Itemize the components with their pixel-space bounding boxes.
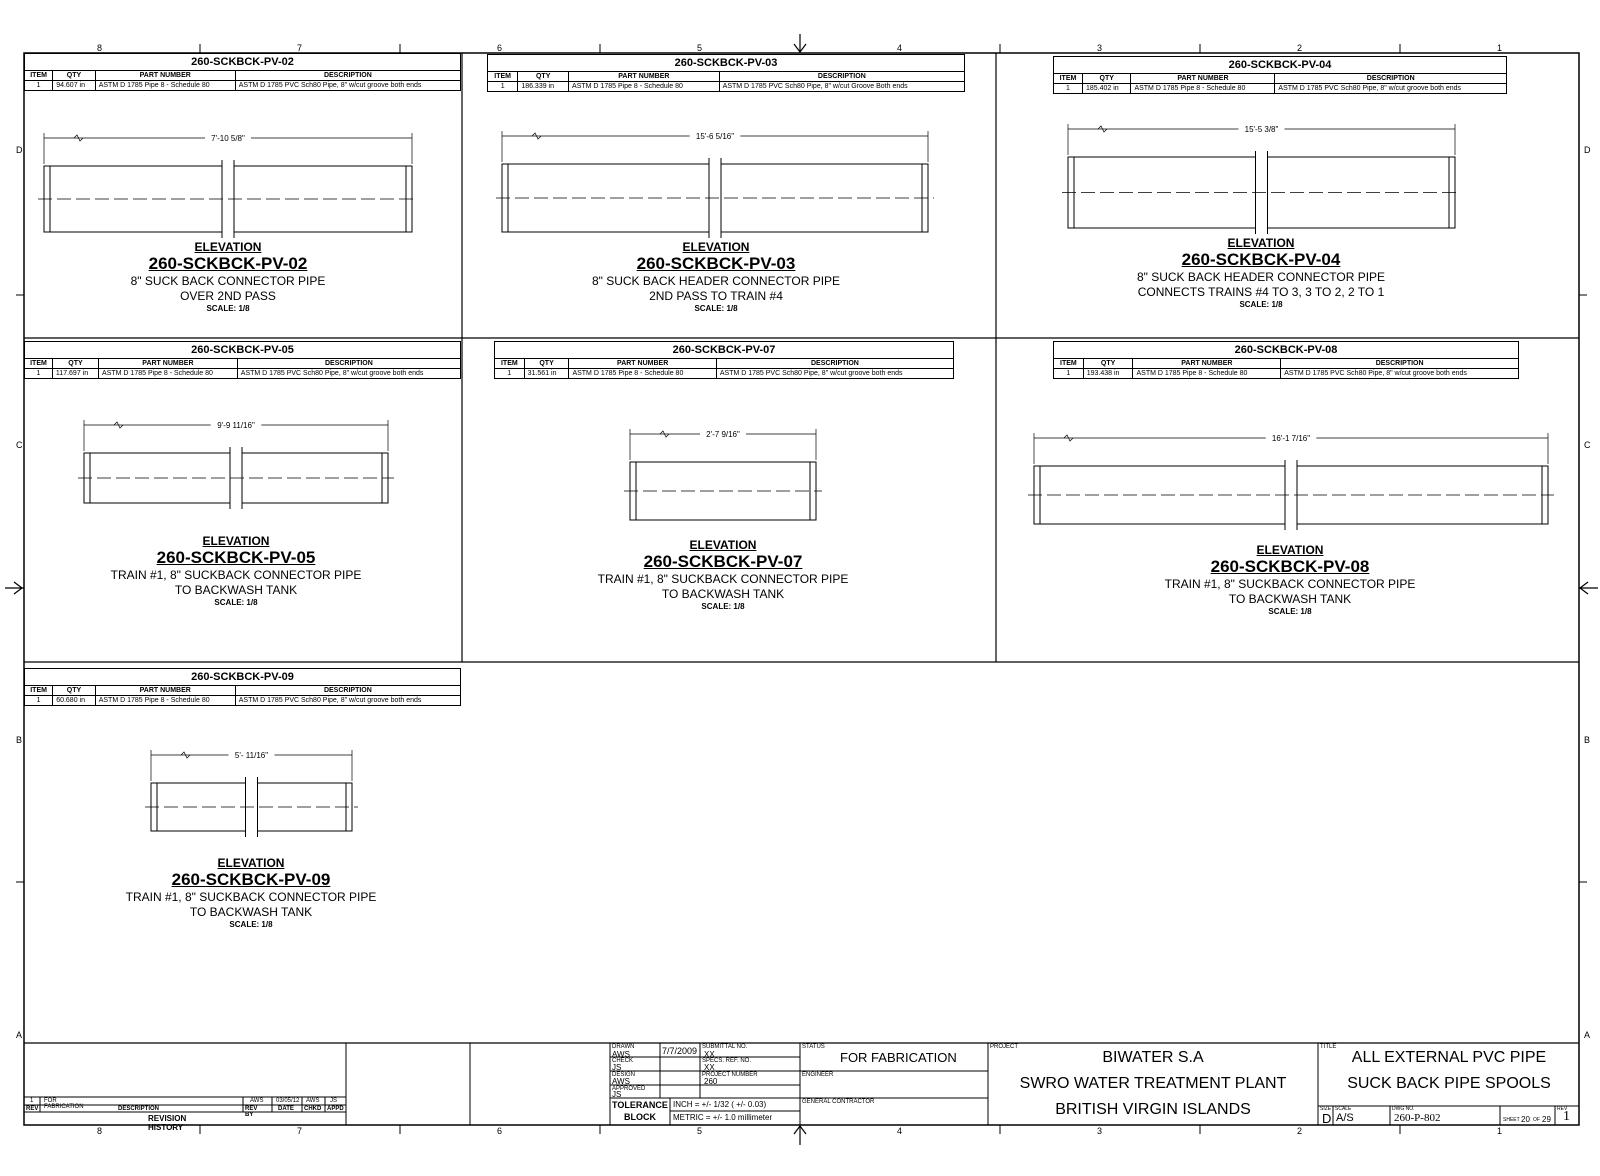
zone-number: 5 xyxy=(697,43,703,53)
specs-value: XX xyxy=(704,1063,715,1072)
pipe-elevation xyxy=(38,133,418,238)
spool-scale: SCALE: 1/8 xyxy=(214,598,258,607)
view-caption xyxy=(131,240,326,313)
spool-scale: SCALE: 1/8 xyxy=(694,304,738,313)
sheet-total: 29 xyxy=(1542,1115,1551,1124)
of-label: OF xyxy=(1533,1117,1540,1123)
bom-header-qty: QTY xyxy=(1083,359,1133,369)
zone-number: 1 xyxy=(1497,1126,1503,1136)
bom-qty: 185.402 in xyxy=(1082,84,1130,94)
check-label: CHECK xyxy=(612,1058,634,1064)
revision-history-title: REVISION HISTORY xyxy=(148,1114,187,1132)
bom-table xyxy=(494,341,954,379)
zone-number: 2 xyxy=(1297,43,1303,53)
view-caption xyxy=(592,240,840,313)
block-label: BLOCK xyxy=(624,1112,656,1122)
bom-description: ASTM D 1785 PVC Sch80 Pipe, 8" w/cut groove both ends xyxy=(1281,369,1519,379)
spool-description-line2: CONNECTS TRAINS #4 TO 3, 3 TO 2, 2 TO 1 xyxy=(1137,285,1385,299)
bom-header-desc: DESCRIPTION xyxy=(719,72,964,82)
bom-item: 1 xyxy=(495,369,525,379)
view-caption xyxy=(598,538,849,611)
bom-header-item: ITEM xyxy=(25,359,53,369)
dimension-text: 7'-10 5/8" xyxy=(211,134,245,143)
sheet-label: SHEET xyxy=(1503,1117,1520,1123)
elevation-label: ELEVATION xyxy=(202,534,270,548)
zone-letter: A xyxy=(16,1030,23,1040)
dimension-text: 15'-5 3/8" xyxy=(1244,125,1279,134)
bom-table xyxy=(1053,56,1507,94)
bom-header-item: ITEM xyxy=(1054,74,1083,84)
bom-qty: 193.438 in xyxy=(1083,369,1133,379)
rev-by: AWS xyxy=(250,1098,264,1104)
bom-description: ASTM D 1785 PVC Sch80 Pipe, 8" w/cut groove both ends xyxy=(1275,84,1507,94)
elevation-label: ELEVATION xyxy=(1256,543,1324,557)
drawing-title-line2: SUCK BACK PIPE SPOOLS xyxy=(1347,1075,1551,1092)
approved-value: JS xyxy=(612,1090,622,1099)
zone-number: 8 xyxy=(97,1126,103,1136)
design-label: DESIGN xyxy=(612,1072,636,1078)
zone-letter: D xyxy=(1584,145,1591,155)
zone-number: 8 xyxy=(97,43,103,53)
zone-letter: C xyxy=(16,440,23,450)
rev-header-appd: APPD xyxy=(327,1106,344,1112)
check-value: JS xyxy=(612,1063,622,1072)
spool-description-line1: 8" SUCK BACK HEADER CONNECTOR PIPE xyxy=(591,274,841,288)
project-number-value: 260 xyxy=(704,1077,718,1086)
spool-description-line2: TO BACKWASH TANK xyxy=(1228,592,1352,606)
bom-header-qty: QTY xyxy=(53,71,96,81)
bom-header-part: PART NUMBER xyxy=(95,71,235,81)
bom-table xyxy=(24,53,461,91)
dimension-text: 2'-7 9/16" xyxy=(706,430,740,439)
spool-description-line1: TRAIN #1, 8" SUCKBACK CONNECTOR PIPE xyxy=(110,568,362,582)
spool-description-line2: 2ND PASS TO TRAIN #4 xyxy=(649,289,783,303)
bom-part-number: ASTM D 1785 Pipe 8 - Schedule 80 xyxy=(1133,369,1281,379)
rev-value: 1 xyxy=(1563,1109,1570,1124)
view-caption xyxy=(126,856,377,929)
zone-letter: C xyxy=(1584,440,1591,450)
rev-appd: JS xyxy=(330,1098,338,1104)
spool-id: 260-SCKBCK-PV-02 xyxy=(148,254,308,273)
scale-value: A/S xyxy=(1336,1112,1354,1124)
bom-header-qty: QTY xyxy=(52,359,98,369)
rev-header-desc: DESCRIPTION xyxy=(118,1106,160,1112)
bom-part-number: ASTM D 1785 Pipe 8 - Schedule 80 xyxy=(569,82,720,92)
bom-qty: 186.339 in xyxy=(518,82,569,92)
bom-header-item: ITEM xyxy=(25,71,53,81)
bom-header-desc: DESCRIPTION xyxy=(235,686,460,696)
bom-header-desc: DESCRIPTION xyxy=(1275,74,1507,84)
zone-number: 7 xyxy=(297,43,303,53)
dimension-text: 15'-6 5/16" xyxy=(695,132,735,141)
zone-number: 7 xyxy=(297,1126,303,1136)
bom-title: 260-SCKBCK-PV-08 xyxy=(1054,342,1519,359)
bom-header-part: PART NUMBER xyxy=(95,686,235,696)
spool-description-line1: TRAIN #1, 8" SUCKBACK CONNECTOR PIPE xyxy=(597,572,849,586)
engineer-label: ENGINEER xyxy=(802,1072,834,1078)
spool-scale: SCALE: 1/8 xyxy=(1239,300,1283,309)
spool-description-line2: TO BACKWASH TANK xyxy=(661,587,785,601)
bom-part-number: ASTM D 1785 Pipe 8 - Schedule 80 xyxy=(95,81,235,91)
zone-number: 1 xyxy=(1497,43,1503,53)
pipe-elevation xyxy=(624,429,822,520)
rev-header-rev: REV xyxy=(26,1106,39,1112)
spool-id: 260-SCKBCK-PV-07 xyxy=(643,552,803,571)
zone-number: 2 xyxy=(1297,1126,1303,1136)
bom-title: 260-SCKBCK-PV-03 xyxy=(488,55,965,72)
elevation-label: ELEVATION xyxy=(689,538,757,552)
spool-scale: SCALE: 1/8 xyxy=(701,602,745,611)
bom-header-part: PART NUMBER xyxy=(569,72,720,82)
elevation-label: ELEVATION xyxy=(217,856,285,870)
zone-number: 3 xyxy=(1097,1126,1103,1136)
bom-item: 1 xyxy=(1054,84,1083,94)
status-label: STATUS xyxy=(802,1044,825,1050)
zone-number: 4 xyxy=(897,43,903,53)
bom-header-item: ITEM xyxy=(1054,359,1084,369)
bom-part-number: ASTM D 1785 Pipe 8 - Schedule 80 xyxy=(569,369,716,379)
bom-title: 260-SCKBCK-PV-07 xyxy=(495,342,954,359)
rev-chkd: AWS xyxy=(306,1098,320,1104)
zone-number: 5 xyxy=(697,1126,703,1136)
submittal-value: XX xyxy=(704,1050,715,1059)
bom-header-part: PART NUMBER xyxy=(1133,359,1281,369)
spool-id: 260-SCKBCK-PV-03 xyxy=(636,254,796,273)
bom-qty: 117.697 in xyxy=(52,369,98,379)
client-name: BIWATER S.A xyxy=(1102,1049,1204,1066)
spool-description-line2: TO BACKWASH TANK xyxy=(174,583,298,597)
center-mark-top-icon xyxy=(794,34,806,53)
general-contractor-label: GENERAL CONTRACTOR xyxy=(802,1099,875,1105)
drawing-title-line1: ALL EXTERNAL PVC PIPE xyxy=(1351,1049,1547,1066)
center-mark-right-icon xyxy=(1579,582,1598,594)
dwg-label: DWG NO. xyxy=(1392,1106,1415,1112)
spool-description-line2: TO BACKWASH TANK xyxy=(189,905,313,919)
status-value: FOR FABRICATION xyxy=(840,1050,957,1065)
bom-description: ASTM D 1785 PVC Sch80 Pipe, 8" w/cut Groove Both ends xyxy=(719,82,964,92)
bom-qty: 60.680 in xyxy=(53,696,96,706)
bom-title: 260-SCKBCK-PV-04 xyxy=(1054,57,1507,74)
spool-id: 260-SCKBCK-PV-05 xyxy=(156,548,316,567)
bom-header-qty: QTY xyxy=(1082,74,1130,84)
bom-header-desc: DESCRIPTION xyxy=(237,359,460,369)
bom-header-qty: QTY xyxy=(518,72,569,82)
bom-header-qty: QTY xyxy=(53,686,96,696)
submittal-label: SUBMITTAL NO. xyxy=(702,1044,748,1050)
bom-part-number: ASTM D 1785 Pipe 8 - Schedule 80 xyxy=(99,369,238,379)
sheet-number: 20 xyxy=(1521,1115,1530,1124)
dimension-text: 16'-1 7/16" xyxy=(1271,434,1311,443)
bom-item: 1 xyxy=(1054,369,1084,379)
rev-label: REV xyxy=(1557,1106,1568,1112)
spool-description-line1: TRAIN #1, 8" SUCKBACK CONNECTOR PIPE xyxy=(1164,577,1416,591)
specs-label: SPECS. REF. NO. xyxy=(702,1058,752,1064)
pipe-elevation xyxy=(78,420,394,509)
bom-header-desc: DESCRIPTION xyxy=(1281,359,1519,369)
elevation-label: ELEVATION xyxy=(682,240,750,254)
bom-header-qty: QTY xyxy=(524,359,569,369)
bom-header-desc: DESCRIPTION xyxy=(716,359,953,369)
bom-table xyxy=(487,54,965,92)
drawn-value: AWS xyxy=(612,1050,630,1059)
zone-number: 6 xyxy=(497,1126,503,1136)
center-mark-left-icon xyxy=(5,582,24,594)
rev-number: 1 xyxy=(30,1098,34,1104)
bom-qty: 94.607 in xyxy=(53,81,96,91)
bom-description: ASTM D 1785 PVC Sch80 Pipe, 8" w/cut groove both ends xyxy=(237,369,460,379)
rev-header-date: DATE xyxy=(278,1106,294,1112)
pipe-elevation xyxy=(1062,124,1461,234)
tolerance-label: TOLERANCE xyxy=(612,1100,668,1110)
bom-item: 1 xyxy=(488,82,518,92)
spool-scale: SCALE: 1/8 xyxy=(1268,607,1312,616)
bom-header-part: PART NUMBER xyxy=(99,359,238,369)
bom-header-item: ITEM xyxy=(25,686,53,696)
spool-description-line1: TRAIN #1, 8" SUCKBACK CONNECTOR PIPE xyxy=(125,890,377,904)
zone-letter: A xyxy=(1584,1030,1591,1040)
bom-item: 1 xyxy=(25,696,53,706)
bom-table xyxy=(24,341,461,379)
bom-header-part: PART NUMBER xyxy=(569,359,716,369)
zone-number: 4 xyxy=(897,1126,903,1136)
elevation-label: ELEVATION xyxy=(1227,236,1295,250)
plant-location: BRITISH VIRGIN ISLANDS xyxy=(1055,1101,1251,1118)
bom-item: 1 xyxy=(25,369,53,379)
tolerance-inch: INCH = +/- 1/32 ( +/- 0.03) xyxy=(673,1100,767,1109)
spool-id: 260-SCKBCK-PV-09 xyxy=(171,870,331,889)
spool-id: 260-SCKBCK-PV-04 xyxy=(1181,250,1341,269)
bom-header-item: ITEM xyxy=(488,72,518,82)
bom-header-part: PART NUMBER xyxy=(1131,74,1275,84)
bom-title: 260-SCKBCK-PV-09 xyxy=(25,669,461,686)
size-value: D xyxy=(1322,1111,1332,1126)
dwg-number: 260-P-802 xyxy=(1394,1112,1441,1124)
elevation-label: ELEVATION xyxy=(194,240,262,254)
bom-part-number: ASTM D 1785 Pipe 8 - Schedule 80 xyxy=(95,696,235,706)
size-label: SIZE xyxy=(1320,1106,1332,1112)
tolerance-metric: METRIC = +/- 1.0 millimeter xyxy=(673,1113,773,1122)
view-caption xyxy=(1137,236,1385,309)
project-number-label: PROJECT NUMBER xyxy=(702,1072,758,1078)
view-caption xyxy=(1165,543,1416,616)
bom-header-desc: DESCRIPTION xyxy=(235,71,460,81)
title-label: TITLE xyxy=(1320,1044,1337,1050)
zone-letter: B xyxy=(1584,735,1591,745)
bom-description: ASTM D 1785 PVC Sch80 Pipe, 8" w/cut groove both ends xyxy=(235,696,460,706)
bom-description: ASTM D 1785 PVC Sch80 Pipe, 8" w/cut groove both ends xyxy=(716,369,953,379)
rev-header-chkd: CHKD xyxy=(304,1106,322,1112)
bom-description: ASTM D 1785 PVC Sch80 Pipe, 8" w/cut groove both ends xyxy=(235,81,460,91)
zone-letter: D xyxy=(16,145,23,155)
bom-title: 260-SCKBCK-PV-05 xyxy=(25,342,461,359)
bom-table xyxy=(1053,341,1519,379)
pipe-elevation xyxy=(496,131,934,238)
center-mark-bottom-icon xyxy=(794,1125,806,1145)
dimension-text: 9'-9 11/16" xyxy=(217,421,255,430)
spool-scale: SCALE: 1/8 xyxy=(229,920,273,929)
bom-qty: 31.561 in xyxy=(524,369,569,379)
pipe-elevation xyxy=(145,750,358,837)
spool-id: 260-SCKBCK-PV-08 xyxy=(1210,557,1370,576)
drawn-label: DRAWN xyxy=(612,1044,635,1050)
spool-description-line1: 8" SUCK BACK CONNECTOR PIPE xyxy=(130,274,326,288)
view-caption xyxy=(111,534,362,607)
rev-description: FOR FABRICATION xyxy=(44,1098,84,1110)
spool-scale: SCALE: 1/8 xyxy=(206,304,250,313)
design-value: AWS xyxy=(612,1077,630,1086)
zone-letter: B xyxy=(16,735,23,745)
bom-item: 1 xyxy=(25,81,53,91)
zone-number: 6 xyxy=(497,43,503,53)
spool-description-line2: OVER 2ND PASS xyxy=(180,289,276,303)
bom-header-item: ITEM xyxy=(495,359,525,369)
zone-number: 3 xyxy=(1097,43,1103,53)
bom-title: 260-SCKBCK-PV-02 xyxy=(25,54,461,71)
spool-description-line1: 8" SUCK BACK HEADER CONNECTOR PIPE xyxy=(1136,270,1386,284)
project-label: PROJECT xyxy=(990,1044,1019,1050)
scale-label: SCALE xyxy=(1335,1106,1352,1112)
bom-part-number: ASTM D 1785 Pipe 8 - Schedule 80 xyxy=(1131,84,1275,94)
rev-date: 03/05/12 xyxy=(276,1098,300,1104)
bom-table xyxy=(24,668,461,706)
rev-header-by: REV BY xyxy=(245,1106,258,1118)
plant-name: SWRO WATER TREATMENT PLANT xyxy=(1019,1075,1287,1092)
approved-label: APPROVED xyxy=(612,1086,646,1092)
drawn-date: 7/7/2009 xyxy=(662,1046,698,1056)
pipe-elevation xyxy=(1028,433,1554,530)
dimension-text: 5'- 11/16" xyxy=(234,751,269,760)
